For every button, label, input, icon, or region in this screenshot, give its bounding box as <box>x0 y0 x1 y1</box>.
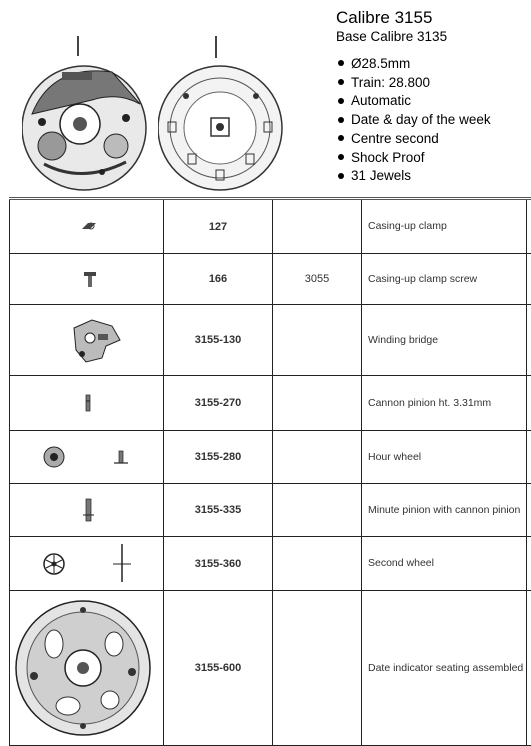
table-row <box>10 199 531 254</box>
table-row <box>10 537 531 591</box>
part-description: Minute pinion with cannon pinion <box>362 484 527 537</box>
part-number: 3155-270 <box>164 376 273 431</box>
part-number: 3155-600 <box>164 591 273 746</box>
part-image-cell <box>10 431 164 484</box>
spec-item: Ø28.5mm <box>336 55 526 74</box>
part-alt-number <box>273 484 362 537</box>
part-alt-number <box>273 537 362 591</box>
table-row <box>10 305 531 376</box>
part-image-cell <box>10 254 164 305</box>
part-alt-number <box>273 431 362 484</box>
part-description: Winding bridge <box>362 305 527 376</box>
part-description: Date indicator seating assembled <box>362 591 527 746</box>
bullet-icon <box>338 135 344 141</box>
bullet-icon <box>338 98 344 104</box>
spec-item: Centre second <box>336 130 526 149</box>
specs-panel <box>336 8 526 186</box>
extra-cell <box>527 431 531 484</box>
cannon-pinion-icon <box>10 377 163 430</box>
part-number: 3155-280 <box>164 431 273 484</box>
part-image-cell <box>10 484 164 537</box>
hour-wheel-icon <box>10 432 163 483</box>
winding-bridge-icon <box>10 306 163 375</box>
base-calibre-subtitle: Base Calibre 3135 <box>336 29 448 44</box>
spec-item: 31 Jewels <box>336 167 526 186</box>
bullet-icon <box>338 60 344 66</box>
minute-pinion-icon <box>10 485 163 536</box>
part-description: Second wheel <box>362 537 527 591</box>
spec-list <box>336 55 526 186</box>
part-description: Casing-up clamp screw <box>362 254 527 305</box>
part-alt-number <box>273 376 362 431</box>
extra-cell <box>527 484 531 537</box>
extra-cell <box>527 254 531 305</box>
table-row <box>10 431 531 484</box>
extra-cell <box>527 537 531 591</box>
table-row <box>10 254 531 305</box>
casing-up-clamp-icon <box>10 200 163 253</box>
part-image-cell <box>10 591 164 746</box>
part-image-cell <box>10 376 164 431</box>
part-alt-number <box>273 591 362 746</box>
movement-dial-illustration <box>158 34 290 192</box>
screw-icon <box>10 255 163 304</box>
part-description: Casing-up clamp <box>362 199 527 254</box>
table-row <box>10 376 531 431</box>
part-description: Cannon pinion ht. 3.31mm <box>362 376 527 431</box>
part-number: 3155-335 <box>164 484 273 537</box>
header <box>0 0 531 196</box>
extra-cell <box>527 376 531 431</box>
part-alt-number: 3055 <box>273 254 362 305</box>
parts-table <box>9 197 531 746</box>
bullet-icon <box>338 173 344 179</box>
spec-item: Date & day of the week <box>336 111 526 130</box>
spec-item: Train: 28.800 <box>336 74 526 93</box>
extra-cell <box>527 305 531 376</box>
part-number: 3155-130 <box>164 305 273 376</box>
extra-cell <box>527 199 531 254</box>
part-image-cell <box>10 199 164 254</box>
bullet-icon <box>338 117 344 123</box>
calibre-title: Calibre 3155 <box>336 8 433 27</box>
part-alt-number <box>273 199 362 254</box>
part-number: 166 <box>164 254 273 305</box>
part-description: Hour wheel <box>362 431 527 484</box>
part-image-cell <box>10 537 164 591</box>
bullet-icon <box>338 154 344 160</box>
bullet-icon <box>338 79 344 85</box>
part-alt-number <box>273 305 362 376</box>
table-row <box>10 591 531 746</box>
spec-item: Automatic <box>336 92 526 111</box>
spec-item: Shock Proof <box>336 149 526 168</box>
part-number: 3155-360 <box>164 537 273 591</box>
extra-cell <box>527 591 531 746</box>
movement-back-illustration <box>22 34 150 192</box>
second-wheel-icon <box>10 538 163 590</box>
part-number: 127 <box>164 199 273 254</box>
part-image-cell <box>10 305 164 376</box>
date-indicator-seating-icon <box>10 592 163 745</box>
table-row <box>10 484 531 537</box>
